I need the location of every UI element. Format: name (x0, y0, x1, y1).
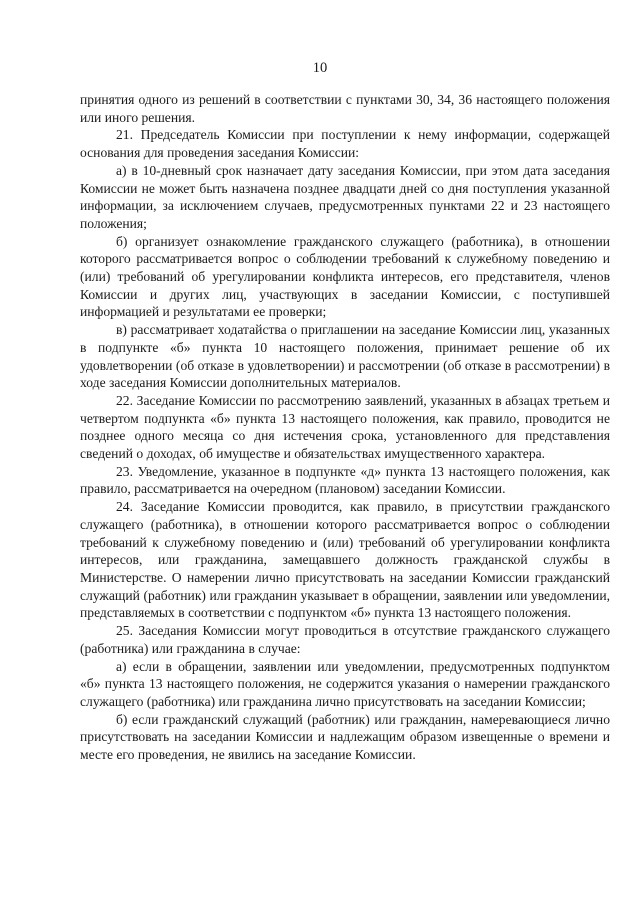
paragraph-24: 24. Заседание Комиссии проводится, как правило, в присутствии гражданского служащего (работника), в отношении которого рассматривается вопрос о соблюдении требований к служебному поведению и (или) требований об урегулировании конфликта интересов, или гражданина, замещавшего должность гражданской службы в Министерстве. О намерении лично присутствовать на заседании Комиссии гражданский служащий (работник) или гражданин указывает в обращении, заявлении или уведомлении, представляемых в соответствии с подпунктом «б» пункта 13 настоящего положения. (80, 499, 610, 621)
paragraph-22: 22. Заседание Комиссии по рассмотрению заявлений, указанных в абзацах третьем и четвертом подпункта «б» пункта 13 настоящего положения, как правило, проводится не позднее одного месяца со дня истечения срока, установленного для представления сведений о доходах, об имуществе и обязательствах имущественного характера. (80, 392, 610, 462)
paragraph-25-a: а) если в обращении, заявлении или уведомлении, предусмотренных подпунктом «б» пункта 13 настоящего положения, не содержится указания о намерении гражданского служащего (работника) или гражданина лично присутствовать на заседании Комиссии; (80, 658, 610, 709)
paragraph-21-b: б) организует ознакомление гражданского служащего (работника), в отношении которого рассматривается вопрос о соблюдении требований к служебному поведению и (или) требований об урегулировании конфликта интересов, его представителя, членов Комиссии и других лиц, участвующих в заседании Комиссии, с поступившей информацией и результатами ее проверки; (80, 233, 610, 320)
paragraph-25: 25. Заседания Комиссии могут проводиться в отсутствие гражданского служащего (работника) или гражданина в случае: (80, 623, 610, 656)
paragraph-21: 21. Председатель Комиссии при поступлении к нему информации, содержащей основания для проведения заседания Комиссии: (80, 127, 610, 161)
page-number: 10 (312, 60, 328, 76)
paragraph-25-b: б) если гражданский служащий (работник) или гражданин, намеревающиеся лично присутствовать на заседании Комиссии и надлежащим образом извещенные о времени и месте его проведения, не явились на заседание Комиссии. (80, 711, 610, 763)
document-body (80, 91, 610, 764)
paragraph-21-v: в) рассматривает ходатайства о приглашении на заседание Комиссии лиц, указанных в подпункте «б» пункта 10 настоящего положения, принимает решение об их удовлетворении (об отказе в удовлетворении) и рассмотрении (об отказе в рассмотрении) в ходе заседания Комиссии дополнительных материалов. (80, 322, 610, 391)
paragraph-21-a: а) в 10-дневный срок назначает дату заседания Комиссии, при этом дата заседания Комиссии не может быть назначена позднее двадцати дней со дня поступления указанной информации, за исключением случаев, предусмотренных пунктами 22 и 23 настоящего положения; (80, 162, 610, 231)
paragraph-continuation: принятия одного из решений в соответствии с пунктами 30, 34, 36 настоящего положения или иного решения. (80, 92, 610, 125)
paragraph-23: 23. Уведомление, указанное в подпункте «д» пункта 13 настоящего положения, как правило, рассматривается на очередном (плановом) заседании Комиссии. (80, 463, 610, 497)
